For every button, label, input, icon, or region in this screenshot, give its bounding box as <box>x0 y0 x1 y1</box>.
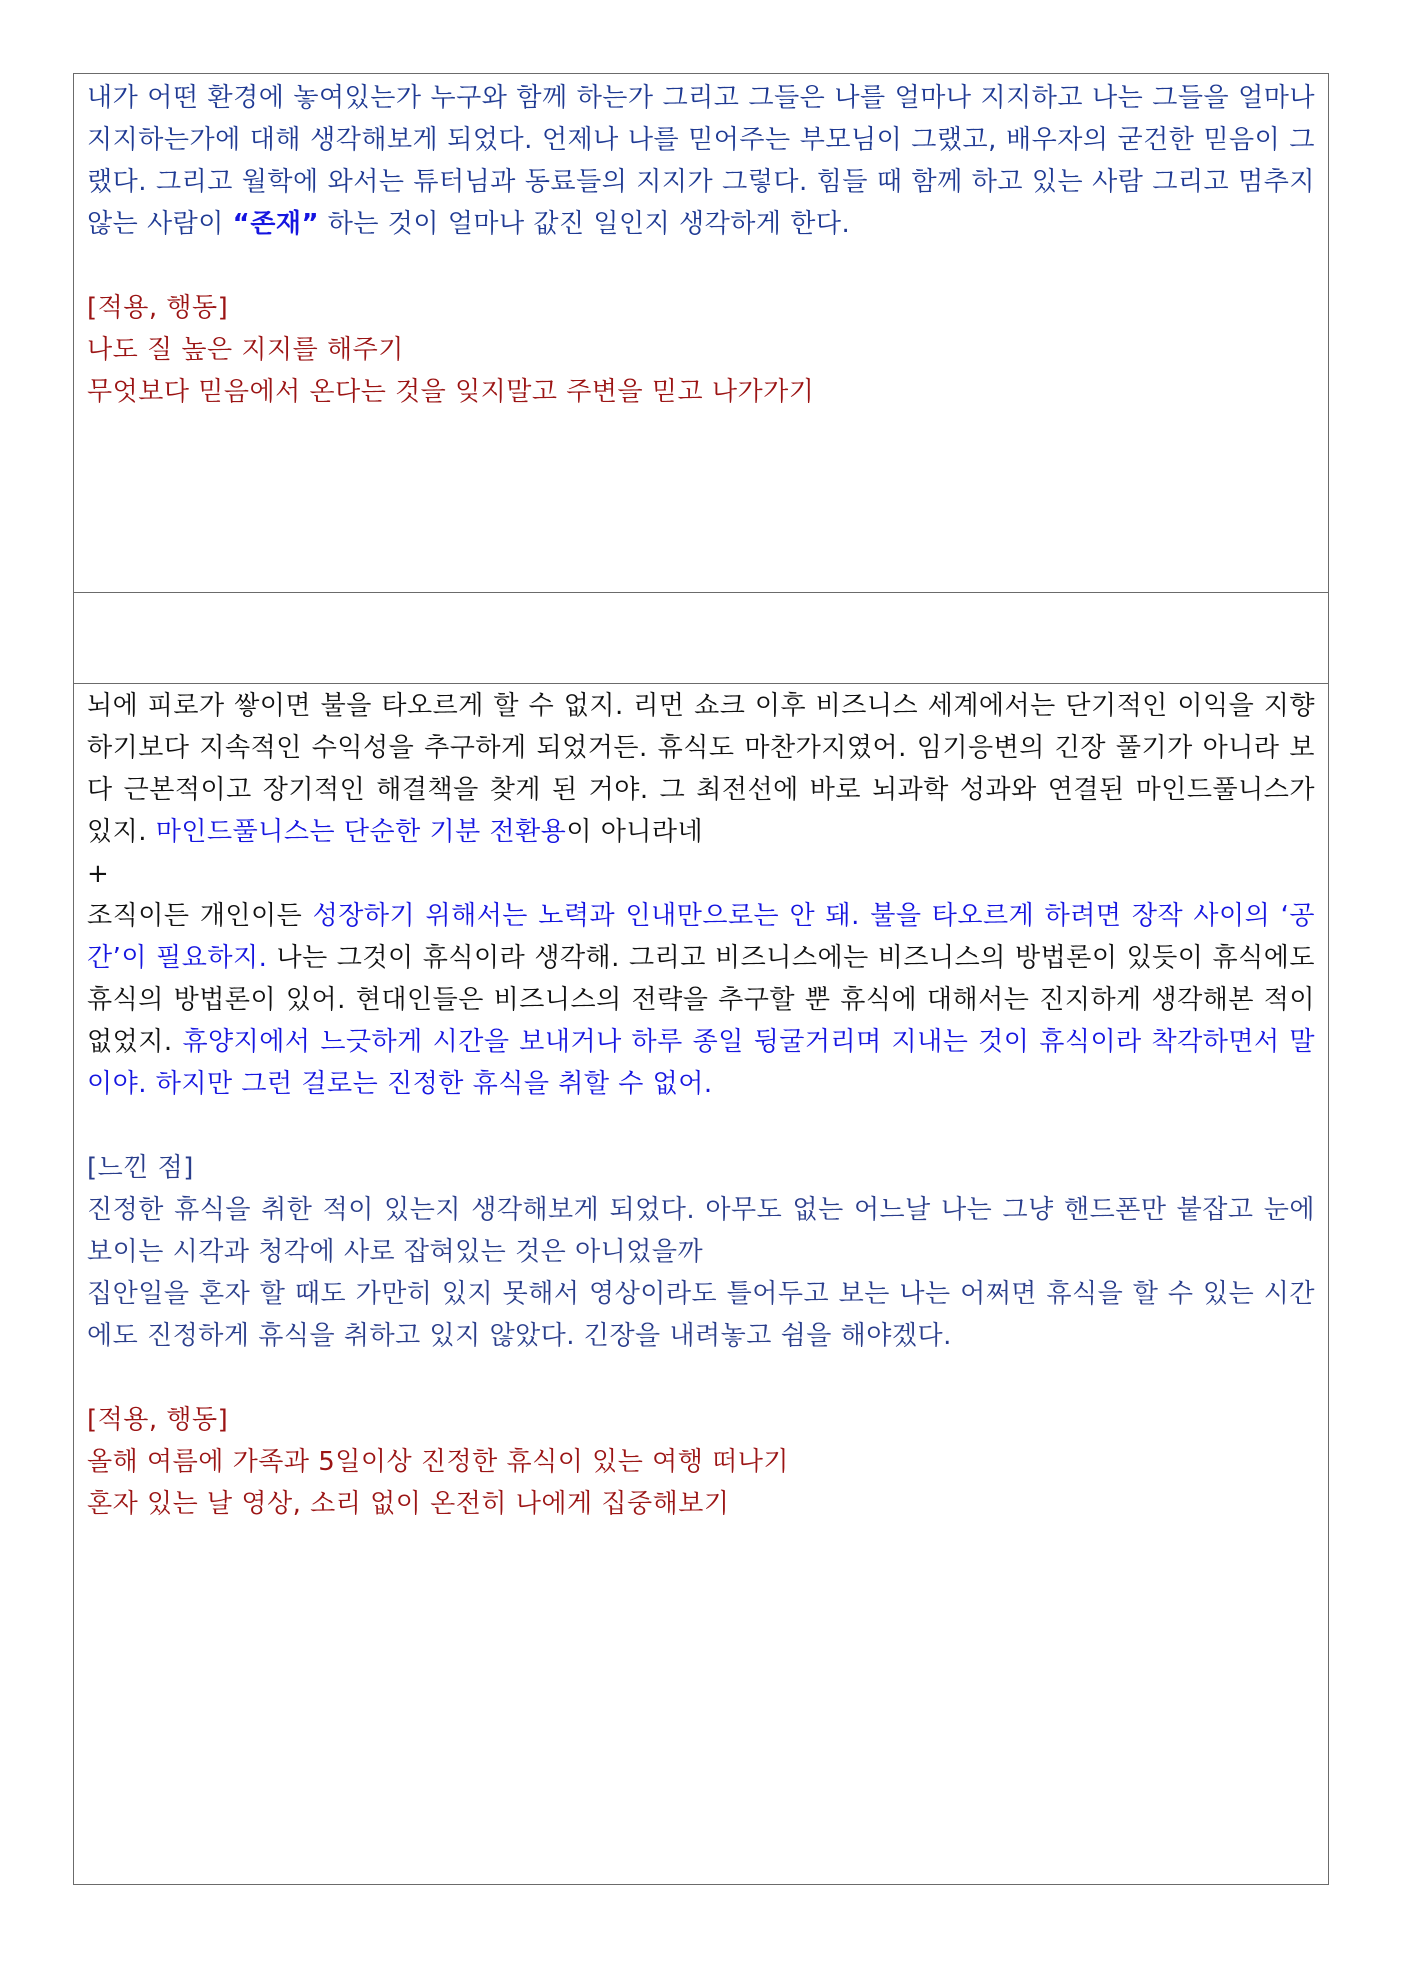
action-item: 올해 여름에 가족과 5일이상 진정한 휴식이 있는 여행 떠나기 <box>87 1447 789 1477</box>
action-heading: [적용, 행동] <box>87 293 229 323</box>
action-item: 나도 질 높은 지지를 해주기 <box>87 335 404 365</box>
feel-paragraph: 집안일을 혼자 할 때도 가만히 있지 못해서 영상이라도 틀어두고 보는 나는 어쩌면 휴식을 할 수 있는 시간에도 진정하게 휴식을 취하고 있지 않았다. 긴장을 내려놓고 쉼을 해야겠다. <box>87 1279 1315 1351</box>
reflection-cell-rest <box>74 684 1329 1885</box>
feel-heading: [느낀 점] <box>87 1153 194 1183</box>
quote-paragraph <box>87 685 1315 853</box>
document-page <box>73 73 1329 1885</box>
action-item: 혼자 있는 날 영상, 소리 없이 온전히 나에게 집중해보기 <box>87 1489 730 1519</box>
action-heading: [적용, 행동] <box>87 1405 229 1435</box>
plus-sign: + <box>87 859 110 889</box>
action-item: 무엇보다 믿음에서 온다는 것을 잊지말고 주변을 믿고 나가가기 <box>87 377 815 407</box>
reflection-text: 내가 어떤 환경에 놓여있는가 누구와 함께 하는가 그리고 그들은 나를 얼마나 지지하고 나는 그들을 얼마나 지지하는가에 대해 생각해보게 되었다. 언제나 나를 믿어주는 부모님이 그랬고, 배우자의 굳건한 믿음이 그랬다. 그리고 월학에 와서는 튜터님과 동료들의 지지가 그렇다. 힘들 때 함께 하고 있는 사람 그리고 멈추지 않는 사람이 <box>87 83 1315 239</box>
feel-paragraph: 진정한 휴식을 취한 적이 있는지 생각해보게 되었다. 아무도 없는 어느날 나는 그냥 핸드폰만 붙잡고 눈에 보이는 시각과 청각에 사로 잡혀있는 것은 아니었을까 <box>87 1195 1315 1267</box>
quote-text: 나는 그것이 휴식이라 생각해. 그리고 비즈니스에는 비즈니스의 방법론이 있듯이 휴식에도 휴식의 방법론이 있어. 현대인들은 비즈니스의 전략을 추구할 뿐 휴식에 대해서는 진지하게 생각해본 적이 없었지. <box>87 943 1315 1057</box>
reflection-text-end: 하는 것이 얼마나 값진 일인지 생각하게 한다. <box>319 209 851 239</box>
quote-highlight: 성장하기 위해서는 노력과 인내만으로는 안 돼. 불을 타오르게 하려면 장작 사이의 ‘공간’이 필요하지. <box>87 901 1315 973</box>
quote-text: 조직이든 개인이든 <box>87 901 313 931</box>
quote-text: 뇌에 피로가 쌓이면 불을 타오르게 할 수 없지. 리먼 쇼크 이후 비즈니스 세계에서는 단기적인 이익을 지향하기보다 지속적인 수익성을 추구하게 되었거든. 휴식도 마찬가지였어. 임기응변의 긴장 풀기가 아니라 보다 근본적이고 장기적인 해결책을 찾게 된 거야. 그 최전선에 바로 뇌과학 성과와 연결된 마인드풀니스가 있지. <box>87 691 1315 847</box>
reflection-cell-support <box>74 74 1329 593</box>
table-row <box>74 593 1329 684</box>
quote-text-end: 이 아니라네 <box>566 817 704 847</box>
quote-highlight: 마인드풀니스는 단순한 기분 전환용 <box>155 817 567 847</box>
notes-table <box>73 73 1329 1885</box>
empty-cell <box>74 593 1329 684</box>
quote-paragraph <box>87 895 1315 1105</box>
reflection-emphasis: “존재” <box>232 209 320 239</box>
quote-highlight: 휴양지에서 느긋하게 시간을 보내거나 하루 종일 뒹굴거리며 지내는 것이 휴식이라 착각하면서 말이야. 하지만 그런 걸로는 진정한 휴식을 취할 수 없어. <box>87 1027 1315 1099</box>
table-row <box>74 684 1329 1885</box>
table-row <box>74 74 1329 593</box>
reflection-paragraph <box>87 77 1315 245</box>
